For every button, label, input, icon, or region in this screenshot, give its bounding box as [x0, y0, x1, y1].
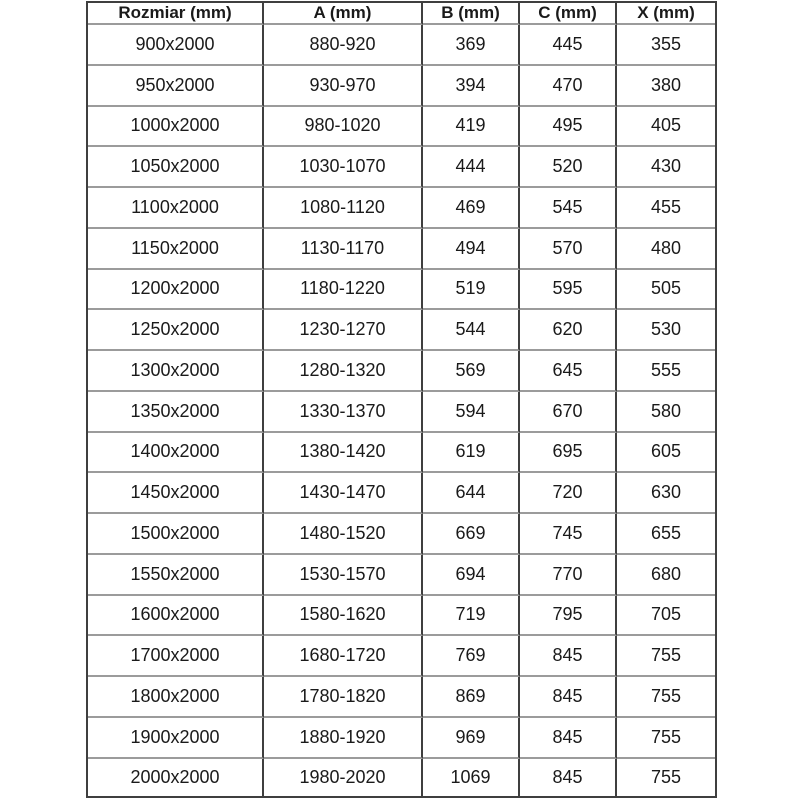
table-cell: 1400x2000: [88, 433, 264, 474]
table-cell: 1300x2000: [88, 351, 264, 392]
table-row: [88, 25, 715, 66]
table-cell: 1330-1370: [264, 392, 423, 433]
table-cell: 1880-1920: [264, 718, 423, 759]
table-row: [88, 677, 715, 718]
table-cell: 655: [617, 514, 715, 555]
table-cell: 2000x2000: [88, 759, 264, 797]
table-cell: 380: [617, 66, 715, 107]
table-cell: 845: [520, 636, 617, 677]
table-cell: 1900x2000: [88, 718, 264, 759]
table-cell: 1450x2000: [88, 473, 264, 514]
table-cell: 494: [423, 229, 520, 270]
table-body: [88, 25, 715, 796]
table-cell: 1080-1120: [264, 188, 423, 229]
table-cell: 1500x2000: [88, 514, 264, 555]
table-cell: 950x2000: [88, 66, 264, 107]
table-cell: 445: [520, 25, 617, 66]
table-cell: 1980-2020: [264, 759, 423, 797]
table-cell: 755: [617, 636, 715, 677]
table-cell: 530: [617, 310, 715, 351]
table-row: [88, 433, 715, 474]
table-cell: 645: [520, 351, 617, 392]
table-cell: 545: [520, 188, 617, 229]
table-cell: 845: [520, 718, 617, 759]
table-cell: 669: [423, 514, 520, 555]
table-cell: 670: [520, 392, 617, 433]
table-row: [88, 718, 715, 759]
table-cell: 980-1020: [264, 107, 423, 148]
table-cell: 795: [520, 596, 617, 637]
column-header-c: C (mm): [520, 3, 617, 25]
table-cell: 1480-1520: [264, 514, 423, 555]
table-cell: 845: [520, 677, 617, 718]
table-cell: 469: [423, 188, 520, 229]
table-row: [88, 473, 715, 514]
table-cell: 644: [423, 473, 520, 514]
table-cell: 595: [520, 270, 617, 311]
table-cell: 555: [617, 351, 715, 392]
table-row: [88, 66, 715, 107]
table-cell: 1130-1170: [264, 229, 423, 270]
table-cell: 930-970: [264, 66, 423, 107]
table-row: [88, 229, 715, 270]
table-cell: 1380-1420: [264, 433, 423, 474]
column-header-x: X (mm): [617, 3, 715, 25]
table-cell: 480: [617, 229, 715, 270]
table-cell: 570: [520, 229, 617, 270]
table-cell: 455: [617, 188, 715, 229]
table-cell: 969: [423, 718, 520, 759]
table-row: [88, 107, 715, 148]
table-cell: 1200x2000: [88, 270, 264, 311]
table-row: [88, 514, 715, 555]
table-cell: 1250x2000: [88, 310, 264, 351]
table-row: [88, 188, 715, 229]
table-cell: 544: [423, 310, 520, 351]
table-cell: 1000x2000: [88, 107, 264, 148]
table-cell: 520: [520, 147, 617, 188]
table-cell: 769: [423, 636, 520, 677]
table-cell: 1800x2000: [88, 677, 264, 718]
table-cell: 630: [617, 473, 715, 514]
column-header-rozmiar: Rozmiar (mm): [88, 3, 264, 25]
table-row: [88, 147, 715, 188]
size-table: [86, 1, 717, 798]
table-cell: 519: [423, 270, 520, 311]
table-cell: 369: [423, 25, 520, 66]
table-cell: 1350x2000: [88, 392, 264, 433]
table-cell: 355: [617, 25, 715, 66]
table-cell: 694: [423, 555, 520, 596]
table-cell: 405: [617, 107, 715, 148]
table-cell: 755: [617, 718, 715, 759]
table-cell: 1100x2000: [88, 188, 264, 229]
table-cell: 470: [520, 66, 617, 107]
table-cell: 1230-1270: [264, 310, 423, 351]
table-cell: 1530-1570: [264, 555, 423, 596]
table-cell: 1030-1070: [264, 147, 423, 188]
table-cell: 444: [423, 147, 520, 188]
table-cell: 680: [617, 555, 715, 596]
table-row: [88, 392, 715, 433]
table-cell: 430: [617, 147, 715, 188]
table-cell: 1700x2000: [88, 636, 264, 677]
table-cell: 755: [617, 677, 715, 718]
table-cell: 695: [520, 433, 617, 474]
table-cell: 720: [520, 473, 617, 514]
table-cell: 869: [423, 677, 520, 718]
table-row: [88, 555, 715, 596]
table-cell: 1580-1620: [264, 596, 423, 637]
table-cell: 505: [617, 270, 715, 311]
table-cell: 605: [617, 433, 715, 474]
size-chart-container: [86, 1, 713, 798]
table-cell: 1069: [423, 759, 520, 797]
table-cell: 719: [423, 596, 520, 637]
table-cell: 1780-1820: [264, 677, 423, 718]
table-cell: 1280-1320: [264, 351, 423, 392]
column-header-a: A (mm): [264, 3, 423, 25]
table-cell: 580: [617, 392, 715, 433]
column-header-b: B (mm): [423, 3, 520, 25]
table-cell: 745: [520, 514, 617, 555]
table-cell: 419: [423, 107, 520, 148]
table-cell: 594: [423, 392, 520, 433]
table-header-row: [88, 3, 715, 25]
table-row: [88, 351, 715, 392]
table-row: [88, 636, 715, 677]
table-cell: 900x2000: [88, 25, 264, 66]
table-row: [88, 759, 715, 797]
table-cell: 1150x2000: [88, 229, 264, 270]
table-cell: 705: [617, 596, 715, 637]
table-cell: 755: [650, 766, 682, 787]
table-cell: 1050x2000: [88, 147, 264, 188]
table-cell: 495: [520, 107, 617, 148]
table-cell: 1430-1470: [264, 473, 423, 514]
table-row: [88, 270, 715, 311]
table-cell: 1600x2000: [88, 596, 264, 637]
table-cell: 1180-1220: [264, 270, 423, 311]
table-cell: 770: [520, 555, 617, 596]
table-cell: 394: [423, 66, 520, 107]
table-cell: 845: [520, 759, 617, 797]
table-cell: 1680-1720: [264, 636, 423, 677]
table-cell: 880-920: [264, 25, 423, 66]
table-cell: 619: [423, 433, 520, 474]
table-row: [88, 596, 715, 637]
table-row: [88, 310, 715, 351]
table-cell: 620: [520, 310, 617, 351]
table-cell: 569: [423, 351, 520, 392]
table-cell: 1550x2000: [88, 555, 264, 596]
